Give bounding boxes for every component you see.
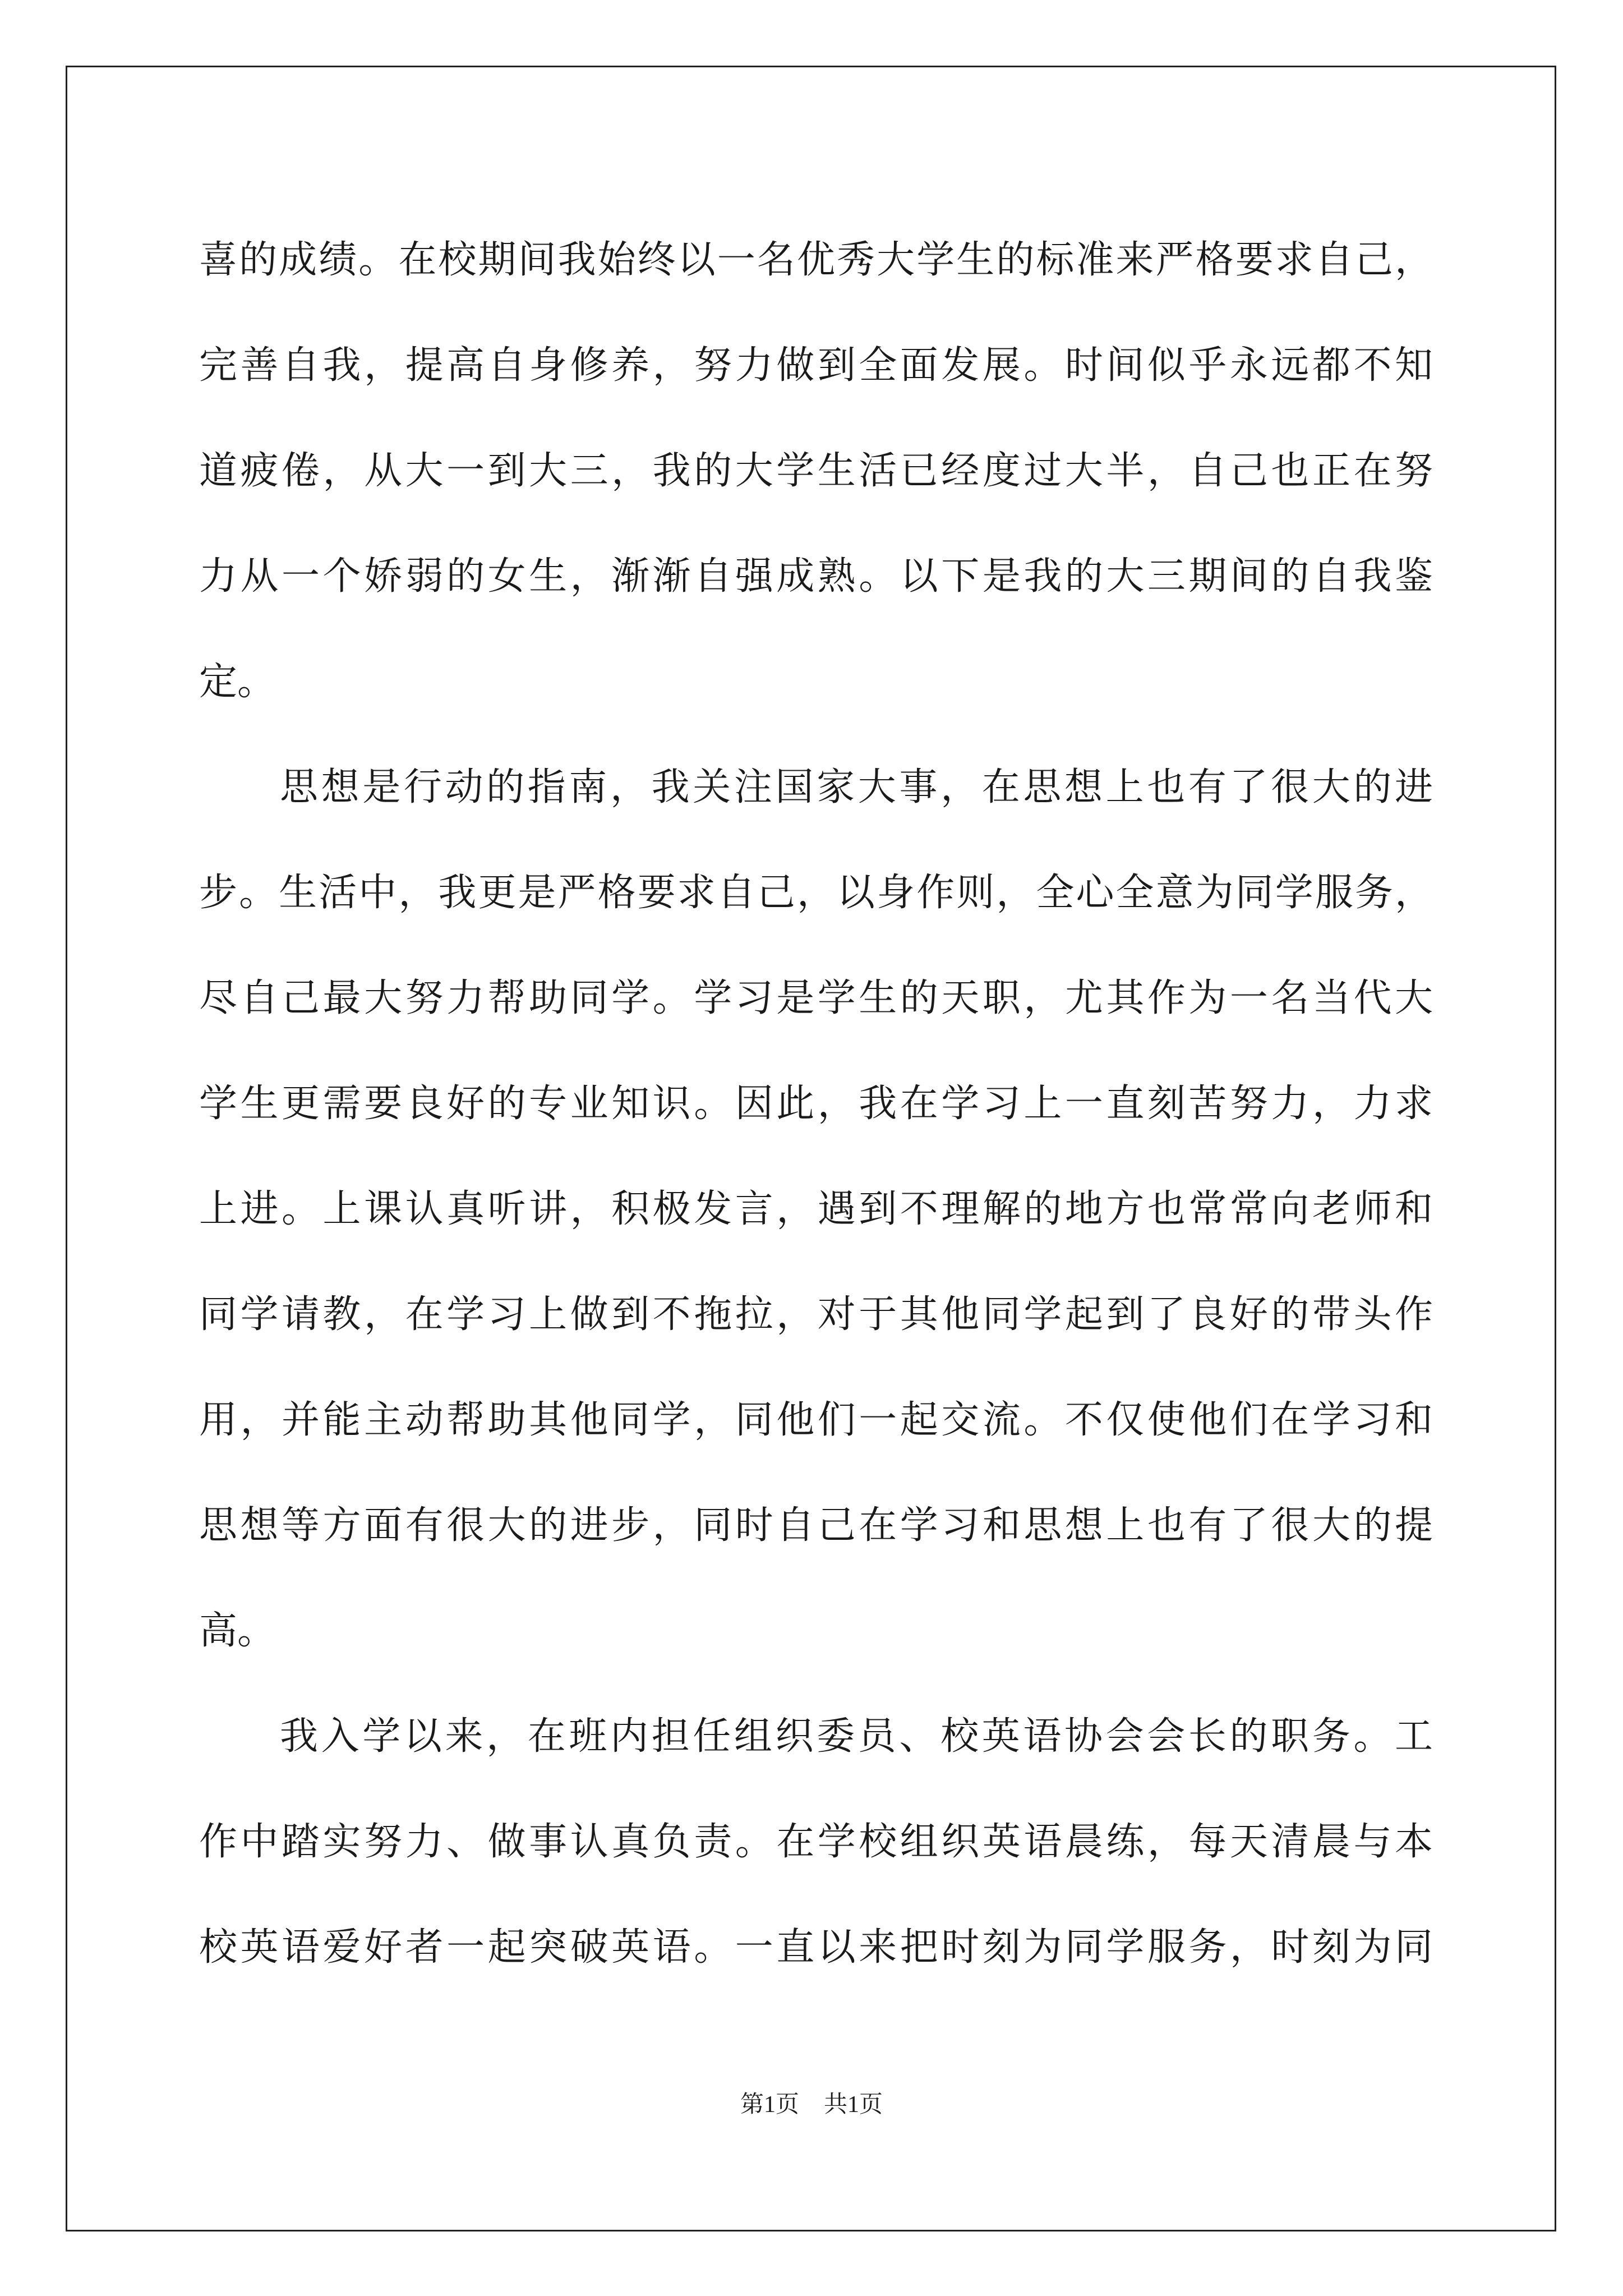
text-line: 道疲倦，从大一到大三，我的大学生活已经度过大半，自己也正在努 xyxy=(199,449,1433,493)
text-line: 高。 xyxy=(199,1609,276,1653)
page-total: 共1页 xyxy=(824,2092,883,2118)
text-line: 用，并能主动帮助其他同学，同他们一起交流。不仅使他们在学习和 xyxy=(199,1398,1433,1442)
text-line: 学生更需要良好的专业知识。因此，我在学习上一直刻苦努力，力求 xyxy=(199,1082,1433,1126)
document-body xyxy=(199,208,1433,2000)
text-line: 定。 xyxy=(199,660,276,704)
text-line: 尽自己最大努力帮助同学。学习是学生的天职，尤其作为一名当代大 xyxy=(199,976,1433,1020)
text-line: 思想等方面有很大的进步，同时自己在学习和思想上也有了很大的提 xyxy=(199,1503,1433,1548)
page-footer xyxy=(0,2086,1623,2119)
text-line: 思想是行动的指南，我关注国家大事，在思想上也有了很大的进 xyxy=(280,765,1433,809)
text-line: 喜的成绩。在校期间我始终以一名优秀大学生的标准来严格要求自己， xyxy=(199,238,1433,282)
text-line: 同学请教，在学习上做到不拖拉，对于其他同学起到了良好的带头作 xyxy=(199,1292,1433,1337)
text-line: 完善自我，提高自身修养，努力做到全面发展。时间似乎永远都不知 xyxy=(199,343,1433,388)
text-line: 步。生活中，我更是严格要求自己，以身作则，全心全意为同学服务， xyxy=(199,871,1433,915)
text-line: 作中踏实努力、做事认真负责。在学校组织英语晨练，每天清晨与本 xyxy=(199,1820,1433,1864)
text-line: 我入学以来，在班内担任组织委员、校英语协会会长的职务。工 xyxy=(280,1714,1433,1759)
text-line: 校英语爱好者一起突破英语。一直以来把时刻为同学服务，时刻为同 xyxy=(199,1925,1433,1970)
text-line: 力从一个娇弱的女生，渐渐自强成熟。以下是我的大三期间的自我鉴 xyxy=(199,554,1433,599)
text-line: 上进。上课认真听讲，积极发言，遇到不理解的地方也常常向老师和 xyxy=(199,1187,1433,1231)
page-number: 第1页 xyxy=(740,2092,799,2118)
